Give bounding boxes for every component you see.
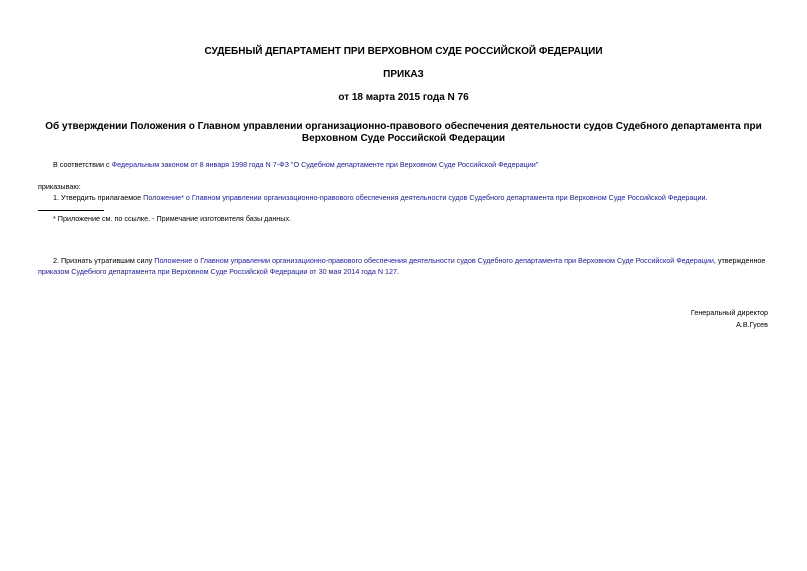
federal-law-link[interactable]: Федеральным законом от 8 января 1998 года N 7-ФЗ "О Судебном департаменте при Верховном Суде Российской Федерации" <box>111 160 539 169</box>
doc-type-heading: ПРИКАЗ <box>383 69 424 80</box>
item-1-paragraph <box>53 193 708 203</box>
preamble-paragraph <box>53 160 538 170</box>
item-2-paragraph <box>38 255 768 277</box>
order-word: приказываю: <box>38 182 81 191</box>
department-heading: СУДЕБНЫЙ ДЕПАРТАМЕНТ ПРИ ВЕРХОВНОМ СУДЕ РОССИЙСКОЙ ФЕДЕРАЦИИ <box>204 46 603 57</box>
item-1-suffix: . <box>705 193 708 202</box>
preamble-prefix: В соответствии с <box>53 160 112 169</box>
document-subject: Об утверждении Положения о Главном управлении организационно-правового обеспечения деятельности судов Судебного департамента при Верховном Суде Российской Федерации <box>45 121 762 144</box>
previous-order-link[interactable]: приказом Судебного департамента при Верховном Суде Российской Федерации от 30 мая 2014 года N 127 <box>38 267 398 276</box>
item-1-prefix: 1. Утвердить прилагаемое <box>53 193 144 202</box>
footnote-text: * Приложение см. по ссылке. - Примечание изготовителя базы данных. <box>53 214 292 223</box>
item-2-suffix: . <box>397 267 400 276</box>
signatory-name: А.В.Гусев <box>736 320 768 329</box>
date-number-heading: от 18 марта 2015 года N 76 <box>338 92 469 103</box>
repealed-regulation-link[interactable]: Положение о Главном управлении организационно-правового обеспечения деятельности судов Судебного департамента при Верховном Суде Российской Федерации <box>154 256 714 265</box>
footnote-divider <box>38 210 104 211</box>
regulation-link[interactable]: Положение* о Главном управлении организационно-правового обеспечения деятельности судов Судебного департамента при Верховном Суде Российской Федерации <box>143 193 706 202</box>
signatory-position: Генеральный директор <box>690 308 768 317</box>
item-2-middle: , утвержденное <box>713 256 766 265</box>
item-2-prefix: 2. Признать утратившим силу <box>53 256 155 265</box>
